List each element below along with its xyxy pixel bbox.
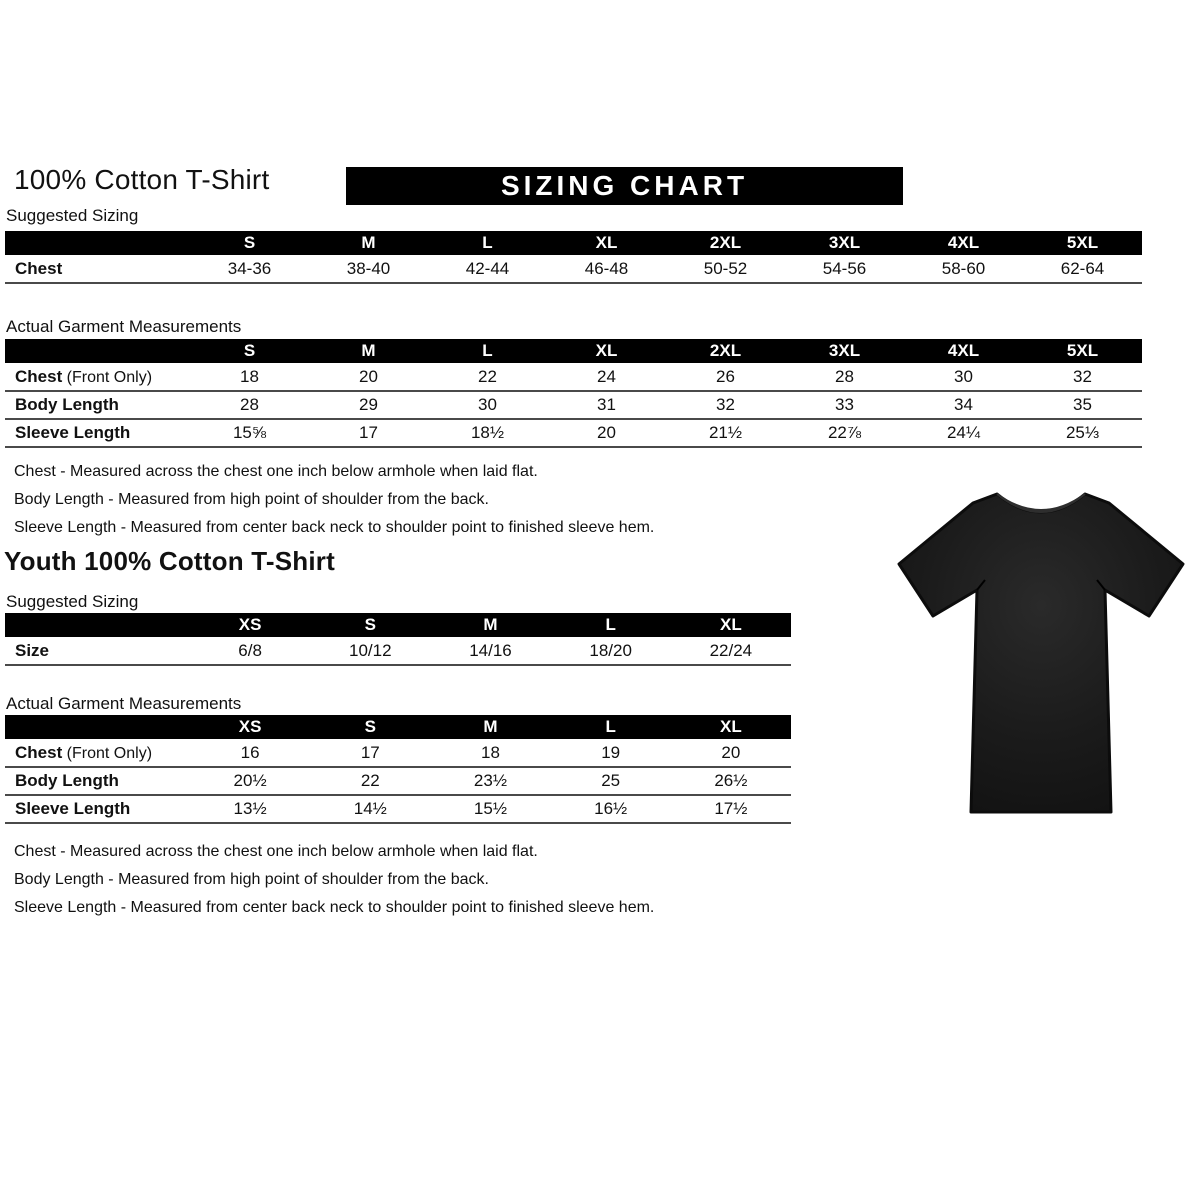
measurement-row (5, 363, 1142, 391)
measurement-row (5, 255, 1142, 283)
youth-actual-measurements-table (5, 715, 791, 824)
size-value-cell: 25⅓ (1023, 419, 1142, 447)
size-value-cell: 54-56 (785, 255, 904, 283)
adult-suggested-sizing-label: Suggested Sizing (6, 206, 139, 225)
size-value-cell: 28 (785, 363, 904, 391)
header-spacer-cell (5, 715, 190, 739)
chest-note: Chest - Measured across the chest one inch below armhole when laid flat. (14, 843, 538, 860)
row-label-text: Body Length (15, 771, 119, 790)
adult-measurement-notes (14, 458, 654, 542)
size-value-cell: 15½ (430, 795, 550, 823)
size-value-cell: 18/20 (551, 637, 671, 665)
size-header-row (5, 715, 791, 739)
size-column-header: XL (671, 613, 791, 637)
size-value-cell: 22⅞ (785, 419, 904, 447)
size-value-cell: 38-40 (309, 255, 428, 283)
row-label-text: Sleeve Length (15, 799, 131, 818)
size-column-header: L (428, 339, 547, 363)
size-value-cell: 14/16 (430, 637, 550, 665)
size-column-header: 5XL (1023, 231, 1142, 255)
size-column-header: 3XL (785, 231, 904, 255)
row-label-text: Chest (15, 742, 63, 762)
row-label (5, 419, 190, 447)
size-value-cell: 19 (551, 739, 671, 767)
size-column-header: XS (190, 715, 310, 739)
size-value-cell: 33 (785, 391, 904, 419)
youth-suggested-sizing-label: Suggested Sizing (6, 592, 139, 611)
size-value-cell: 26 (666, 363, 785, 391)
size-column-header: L (551, 613, 671, 637)
size-value-cell: 17 (310, 739, 430, 767)
header-spacer-cell (5, 613, 190, 637)
size-value-cell: 22 (310, 767, 430, 795)
adult-actual-measurements-table (5, 339, 1142, 448)
size-column-header: 2XL (666, 231, 785, 255)
size-value-cell: 34 (904, 391, 1023, 419)
size-value-cell: 46-48 (547, 255, 666, 283)
size-value-cell: 14½ (310, 795, 430, 823)
size-value-cell: 16½ (551, 795, 671, 823)
row-label-suffix: (Front Only) (62, 368, 153, 386)
row-label (5, 255, 190, 283)
header-spacer-cell (5, 231, 190, 255)
sizing-chart-banner: SIZING CHART (346, 167, 903, 205)
youth-actual-measurements-label: Actual Garment Measurements (6, 694, 242, 713)
size-value-cell: 18 (190, 363, 309, 391)
chest-note: Chest - Measured across the chest one inch below armhole when laid flat. (14, 463, 538, 480)
body-length-note: Body Length - Measured from high point of shoulder from the back. (14, 871, 489, 888)
size-value-cell: 17 (309, 419, 428, 447)
measurement-row (5, 637, 791, 665)
size-value-cell: 29 (309, 391, 428, 419)
row-label-text: Body Length (15, 395, 119, 414)
row-label (5, 363, 190, 391)
row-label (5, 391, 190, 419)
size-value-cell: 20 (309, 363, 428, 391)
adult-suggested-sizing-table (5, 231, 1142, 284)
size-column-header: S (190, 339, 309, 363)
measurement-row (5, 419, 1142, 447)
size-header-row (5, 613, 791, 637)
measurement-row (5, 739, 791, 767)
size-column-header: XS (190, 613, 310, 637)
size-value-cell: 35 (1023, 391, 1142, 419)
adult-actual-measurements-label: Actual Garment Measurements (6, 317, 242, 336)
size-value-cell: 32 (666, 391, 785, 419)
size-column-header: L (428, 231, 547, 255)
size-value-cell: 50-52 (666, 255, 785, 283)
size-column-header: 3XL (785, 339, 904, 363)
measurement-row (5, 795, 791, 823)
row-label (5, 637, 190, 665)
size-value-cell: 28 (190, 391, 309, 419)
youth-section-title: Youth 100% Cotton T-Shirt (4, 546, 335, 576)
size-column-header: S (190, 231, 309, 255)
size-value-cell: 20 (547, 419, 666, 447)
size-value-cell: 16 (190, 739, 310, 767)
size-column-header: L (551, 715, 671, 739)
size-value-cell: 18 (430, 739, 550, 767)
size-column-header: 4XL (904, 339, 1023, 363)
black-tshirt-image (893, 476, 1189, 828)
size-column-header: M (309, 339, 428, 363)
row-label-text: Size (15, 640, 50, 660)
size-column-header: M (430, 613, 550, 637)
size-value-cell: 20 (671, 739, 791, 767)
size-column-header: 2XL (666, 339, 785, 363)
size-value-cell: 25 (551, 767, 671, 795)
size-value-cell: 32 (1023, 363, 1142, 391)
body-length-note: Body Length - Measured from high point of shoulder from the back. (14, 491, 489, 508)
size-column-header: S (310, 715, 430, 739)
size-value-cell: 20½ (190, 767, 310, 795)
size-value-cell: 24 (547, 363, 666, 391)
size-column-header: S (310, 613, 430, 637)
row-label-suffix: (Front Only) (62, 744, 153, 762)
header-spacer-cell (5, 339, 190, 363)
size-value-cell: 6/8 (190, 637, 310, 665)
row-label (5, 795, 190, 823)
size-value-cell: 17½ (671, 795, 791, 823)
size-column-header: XL (547, 339, 666, 363)
row-label (5, 767, 190, 795)
size-value-cell: 34-36 (190, 255, 309, 283)
size-value-cell: 30 (904, 363, 1023, 391)
size-column-header: M (430, 715, 550, 739)
size-value-cell: 22 (428, 363, 547, 391)
size-value-cell: 23½ (430, 767, 550, 795)
row-label-text: Chest (15, 258, 63, 278)
youth-measurement-notes (14, 838, 654, 922)
size-column-header: 4XL (904, 231, 1023, 255)
size-value-cell: 10/12 (310, 637, 430, 665)
size-value-cell: 30 (428, 391, 547, 419)
row-label (5, 739, 190, 767)
size-value-cell: 15⅝ (190, 419, 309, 447)
size-value-cell: 62-64 (1023, 255, 1142, 283)
sleeve-length-note: Sleeve Length - Measured from center back neck to shoulder point to finished sleeve hem. (14, 519, 655, 536)
row-label-text: Chest (15, 366, 63, 386)
size-column-header: 5XL (1023, 339, 1142, 363)
size-header-row (5, 339, 1142, 363)
size-value-cell: 26½ (671, 767, 791, 795)
size-value-cell: 58-60 (904, 255, 1023, 283)
size-column-header: XL (671, 715, 791, 739)
measurement-row (5, 391, 1142, 419)
tshirt-body (899, 494, 1183, 812)
page-title: 100% Cotton T-Shirt (14, 164, 270, 195)
size-header-row (5, 231, 1142, 255)
size-value-cell: 22/24 (671, 637, 791, 665)
size-value-cell: 24¼ (904, 419, 1023, 447)
size-value-cell: 31 (547, 391, 666, 419)
row-label-text: Sleeve Length (15, 423, 131, 442)
size-column-header: XL (547, 231, 666, 255)
size-value-cell: 21½ (666, 419, 785, 447)
size-value-cell: 13½ (190, 795, 310, 823)
sleeve-length-note: Sleeve Length - Measured from center back neck to shoulder point to finished sleeve hem. (14, 899, 655, 916)
size-value-cell: 42-44 (428, 255, 547, 283)
youth-suggested-sizing-table (5, 613, 791, 666)
size-column-header: M (309, 231, 428, 255)
measurement-row (5, 767, 791, 795)
size-value-cell: 18½ (428, 419, 547, 447)
